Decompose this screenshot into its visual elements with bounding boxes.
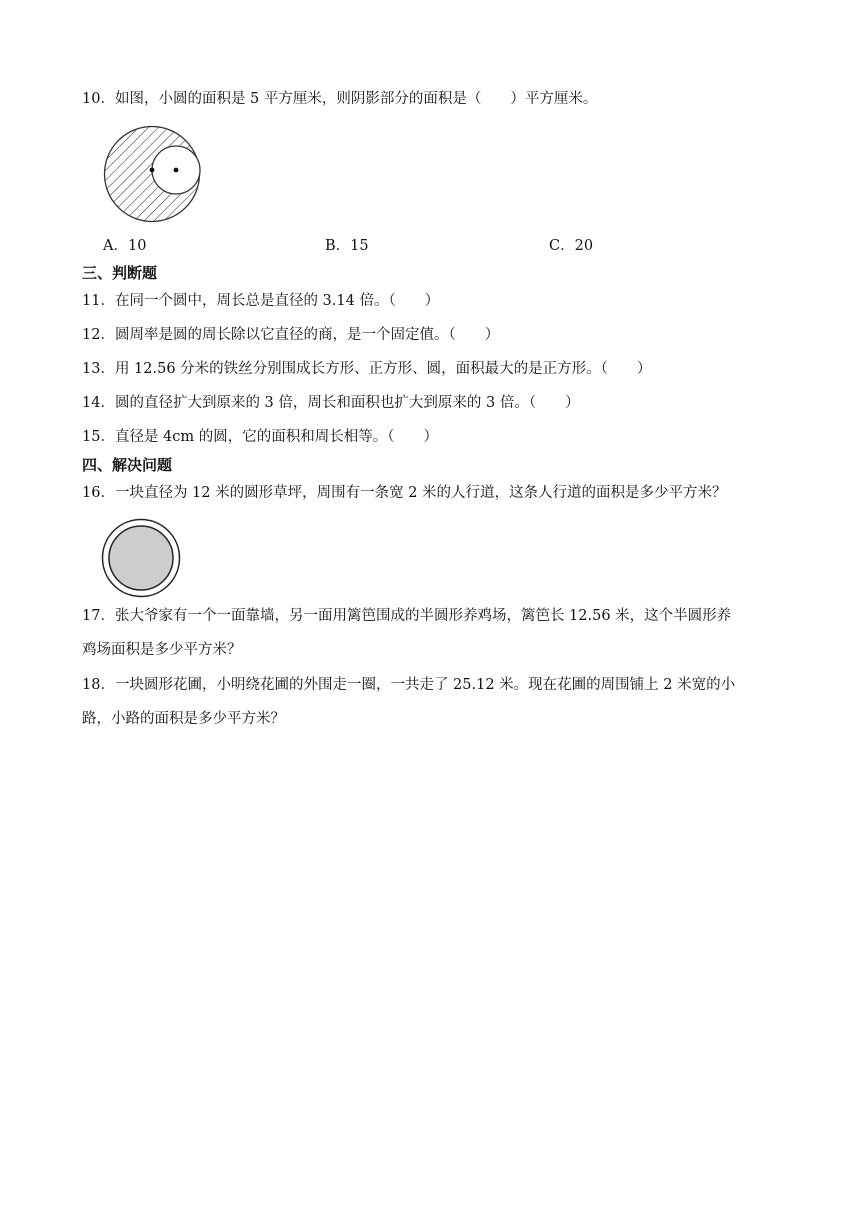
question-18-line-2: 路，小路的面积是多少平方米？ (82, 711, 285, 727)
question-10-text: 10．如图，小圆的面积是 5 平方厘米，则阴影部分的面积是（ ）平方厘米。 (82, 91, 598, 107)
question-15: 15．直径是 4cm 的圆，它的面积和周长相等。（ ） (82, 429, 439, 445)
question-14: 14．圆的直径扩大到原来的 3 倍，周长和面积也扩大到原来的 3 倍。（ ） (82, 395, 580, 411)
question-16: 16．一块直径为 12 米的圆形草坪，周围有一条宽 2 米的人行道，这条人行道的面积是多少平方米？ (82, 485, 727, 501)
lawn-with-path-figure (100, 518, 182, 598)
option-b: B．15 (325, 238, 369, 254)
option-c: C．20 (549, 238, 594, 254)
question-18-line-1: 18．一块圆形花圃，小明绕花圃的外围走一圈，一共走了 25.12 米。现在花圃的周围铺上 2 米宽的小 (82, 677, 736, 693)
question-11: 11．在同一个圆中，周长总是直径的 3.14 倍。（ ） (82, 293, 440, 309)
question-17-line-2: 鸡场面积是多少平方米？ (82, 642, 242, 658)
question-13: 13．用 12.56 分米的铁丝分别围成长方形、正方形、圆，面积最大的是正方形。（ ） (82, 361, 652, 377)
section-heading-problems: 四、解决问题 (82, 456, 173, 474)
section-heading-judgement: 三、判断题 (82, 264, 158, 282)
question-12: 12．圆周率是圆的周长除以它直径的商，是一个固定值。（ ） (82, 327, 500, 343)
question-17-line-1: 17．张大爷家有一个一面靠墙，另一面用篱笆围成的半圆形养鸡场，篱笆长 12.56 米，这个半圆形养 (82, 608, 732, 624)
option-a: A．10 (103, 238, 147, 254)
shaded-circle-figure (102, 124, 204, 224)
